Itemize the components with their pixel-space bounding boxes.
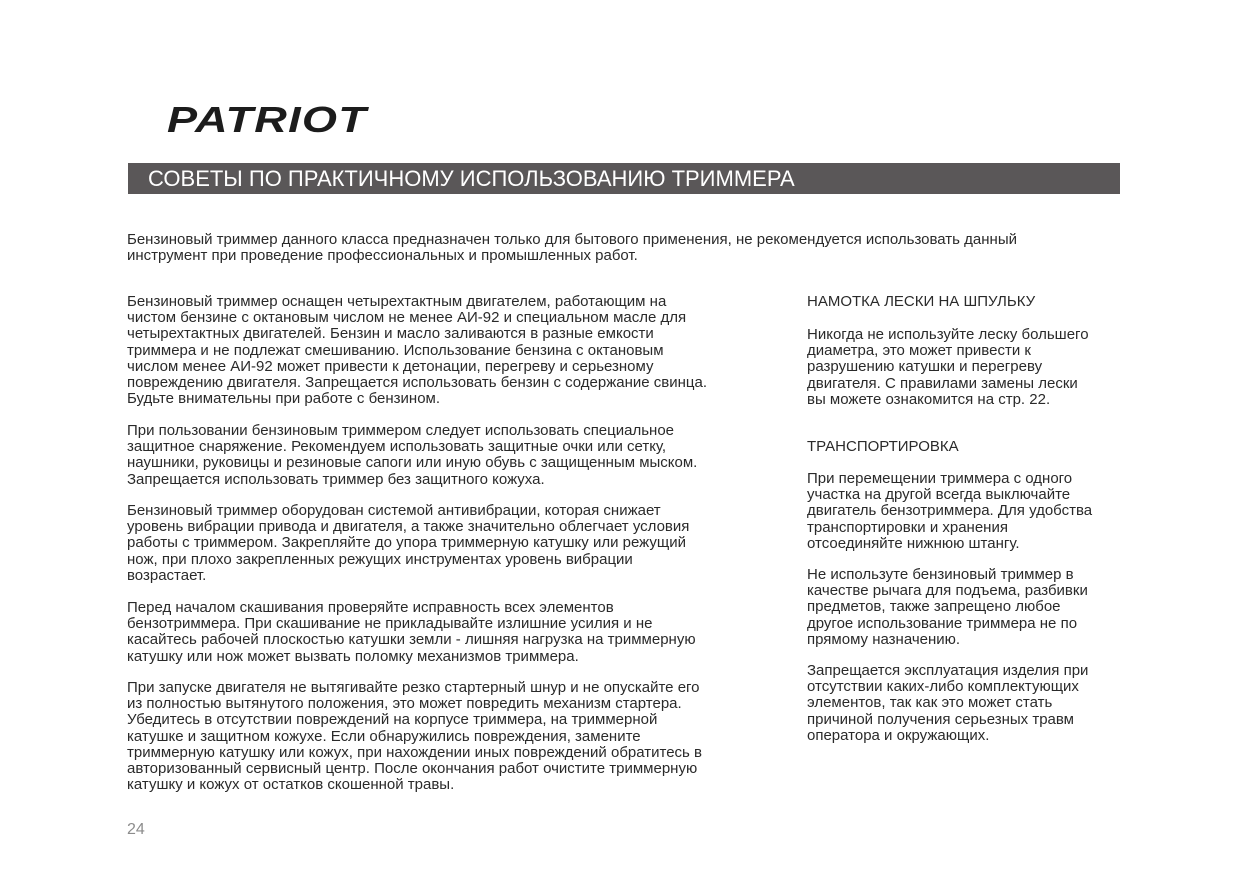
fuel-paragraph: Бензиновый триммер оснащен четырехтактным двигателем, работающим на чистом бензине с октановым числом не менее АИ-92 и специальном масле для четырехтактных двигателей. Бензин и масло заливаются в разные емкости триммера и не подлежат смешиванию. Использование бензина с октановым числом менее АИ-92 может привести к детонации, перегреву и серьезному повреждению двигателя. Запрещается использовать бензин с содержание свинца. Будьте внимательны при работе с бензином. xyxy=(127,293,708,408)
line-winding-paragraph: Никогда не используйте леску большего диаметра, это может привести к разрушению катушки и перегреву двигателя. С правилами замены лески вы можете ознакомится на стр. 22. xyxy=(807,326,1089,408)
missing-parts-paragraph: Запрещается эксплуатация изделия при отсутствии каких-либо комплектующих элементов, так как это может стать причиной получения серьезных травм оператора и окружающих. xyxy=(807,662,1089,744)
protective-gear-paragraph: При пользовании бензиновым триммером следует использовать специальное защитное снаряжение. Рекомендуем использовать защитные очки или сетку, наушники, руковицы и резиновые сапоги или иную обувь с защищенным мыском. Запрещается использовать триммер без защитного кожуха. xyxy=(127,422,698,488)
line-winding-heading: НАМОТКА ЛЕСКИ НА ШПУЛЬКУ xyxy=(807,293,1036,310)
page-title: СОВЕТЫ ПО ПРАКТИЧНОМУ ИСПОЛЬЗОВАНИЮ ТРИММЕРА xyxy=(148,166,795,191)
antivibration-paragraph: Бензиновый триммер оборудован системой антивибрации, которая снижает уровень вибрации привода и двигателя, а также значительно облегчает условия работы с триммером. Закрепляйте до упора триммерную катушку или режущий нож, при плохо закрепленных режущих инструментах уровень вибрации возрастает. xyxy=(127,502,690,584)
transport-heading: ТРАНСПОРТИРОВКА xyxy=(807,438,959,455)
patriot-logo xyxy=(165,101,370,137)
logo-text: PATRIOT xyxy=(167,101,370,137)
engine-start-paragraph: При запуске двигателя не вытягивайте резко стартерный шнур и не опускайте его из полностью вытянутого положения, это может повредить механизм стартера. Убедитесь в отсутствии повреждений на корпусе триммера, на триммерной катушке и защитном кожухе. Если обнаружились повреждения, замените триммерную катушку или кожух, при нахождении иных повреждений обратитесь в авторизованный сервисный центр. После окончания работ очистите триммерную катушку и кожух от остатков скошенной травы. xyxy=(127,679,703,794)
section-title-bar xyxy=(128,163,1120,194)
page-number: 24 xyxy=(127,821,145,838)
transport-paragraph: При перемещении триммера с одного участка на другой всегда выключайте двигатель бензотриммера. Для удобства транспортировки и хранения отсоединяйте нижнюю штангу. xyxy=(807,470,1093,552)
pre-cutting-check-paragraph: Перед началом скашивания проверяйте исправность всех элементов бензотриммера. При скашивание не прикладывайте излишние усилия и не касайтесь рабочей плоскостью катушки земли - лишняя нагрузка на триммерную катушку или нож может вызвать поломку механизмов триммера. xyxy=(127,599,696,665)
misuse-paragraph: Не используте бензиновый триммер в качестве рычага для подъема, разбивки предметов, также запрещено любое другое использование триммера не по прямому назначению. xyxy=(807,566,1088,648)
intro-paragraph: Бензиновый триммер данного класса предназначен только для бытового применения, не рекомендуется использовать данный инструмент при проведение профессиональных и промышленных работ. xyxy=(127,231,1017,265)
